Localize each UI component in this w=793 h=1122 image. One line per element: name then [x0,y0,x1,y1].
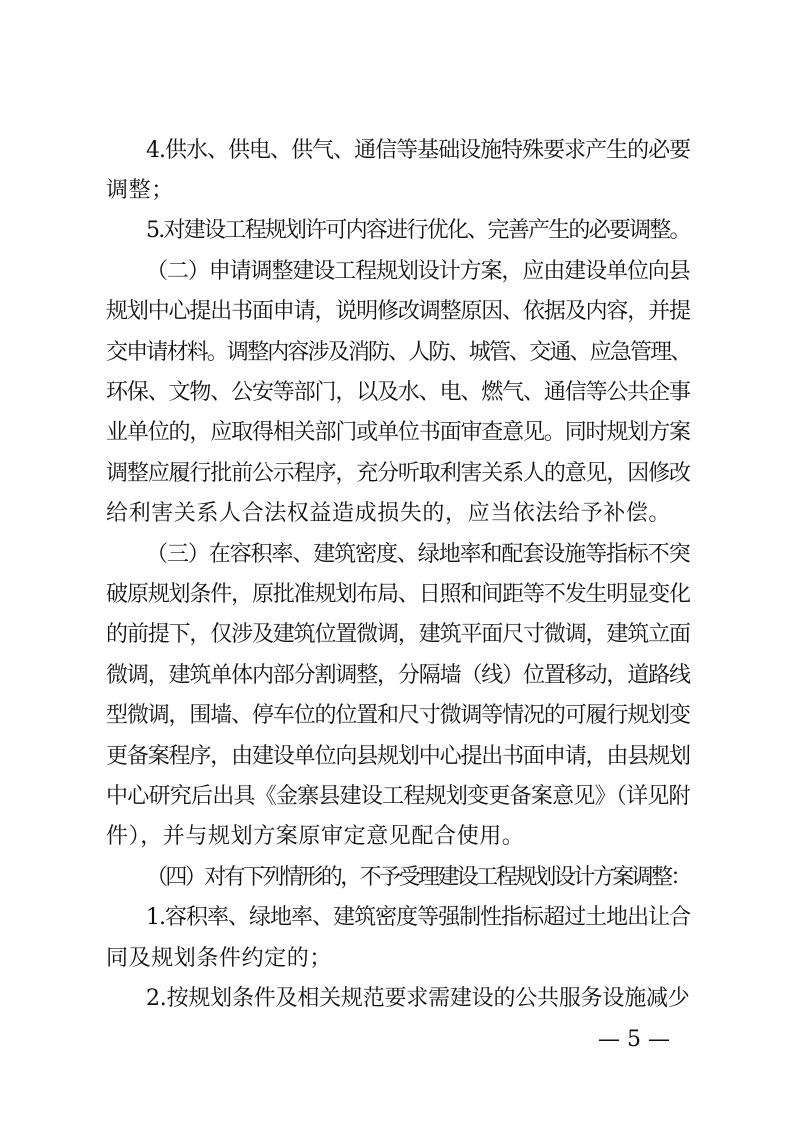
paragraph-line: 5.对建设工程规划许可内容进行优化、完善产生的必要调整。 [146,218,690,243]
paragraph-line: 中心研究后出具《金寨县建设工程规划变更备案意见》（详见附 [106,784,690,809]
paragraph-line: 业单位的，应取得相关部门或单位书面审查意见。同时规划方案 [106,420,690,445]
paragraph-line: 同及规划条件约定的； [106,946,333,971]
paragraph-line: 调整； [106,178,174,203]
paragraph-line: （三）在容积率、建筑密度、绿地率和配套设施等指标不突 [146,542,690,567]
paragraph-line: 破原规划条件，原批准规划布局、日照和间距等不发生明显变化 [106,582,690,607]
paragraph-line: 微调，建筑单体内部分割调整，分隔墙（线）位置移动，道路线 [106,663,690,688]
paragraph-line: 给利害关系人合法权益造成损失的，应当依法给予补偿。 [106,501,672,526]
paragraph-line: 型微调，围墙、停车位的位置和尺寸微调等情况的可履行规划变 [106,703,690,728]
paragraph-line: 交申请材料。调整内容涉及消防、人防、城管、交通、应急管理、 [106,340,691,365]
paragraph-line: 4.供水、供电、供气、通信等基础设施特殊要求产生的必要 [146,138,691,163]
paragraph-line: 更备案程序，由建设单位向县规划中心提出书面申请，由县规划 [106,744,690,769]
paragraph-line: 1.容积率、绿地率、建筑密度等强制性指标超过土地出让合 [146,905,691,930]
paragraph-line: 件），并与规划方案原审定意见配合使用。 [106,824,525,849]
paragraph-line: （二）申请调整建设工程规划设计方案，应由建设单位向县 [146,259,690,284]
page-number: — 5 — [598,1027,670,1052]
paragraph-line: 规划中心提出书面申请，说明修改调整原因、依据及内容，并提 [106,299,690,324]
paragraph-line: 调整应履行批前公示程序，充分听取利害关系人的意见，因修改 [106,461,690,486]
paragraph-line: 环保、文物、公安等部门，以及水、电、燃气、通信等公共企事 [106,380,690,405]
paragraph-line: （四）对有下列情形的，不予受理建设工程规划设计方案调整： [146,865,690,890]
paragraph-line: 的前提下，仅涉及建筑位置微调，建筑平面尺寸微调，建筑立面 [106,622,690,647]
paragraph-line: 2.按规划条件及相关规范要求需建设的公共服务设施减少 [146,986,690,1011]
